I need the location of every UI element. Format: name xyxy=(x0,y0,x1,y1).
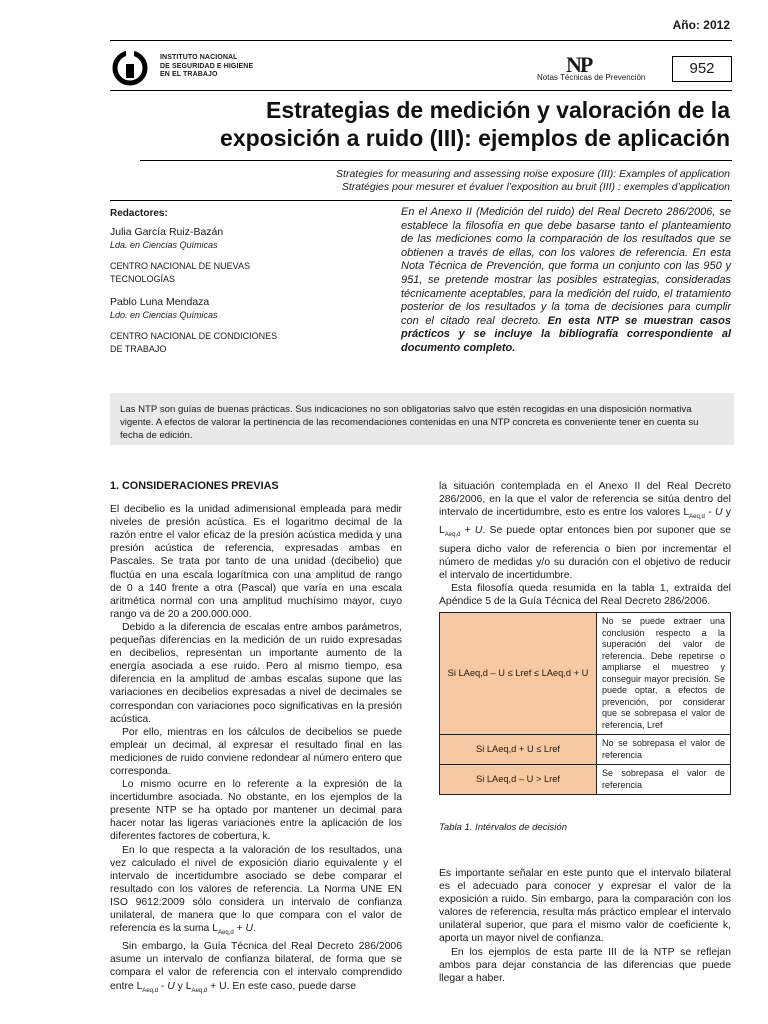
author-degree: Lda. en Ciencias Químicas xyxy=(110,240,218,250)
author-name: Julia García Ruiz-Bazán xyxy=(110,226,224,238)
paragraph: Esta filosofía queda resumida en la tabla 1, extraída del Apéndice 5 de la Guía Técnica del Real Decreto 286/2006. xyxy=(439,582,731,607)
table-row xyxy=(440,613,731,735)
author-name: Pablo Luna Mendaza xyxy=(110,296,210,308)
paragraph: Lo mismo ocurre en lo referente a la expresión de la incertidumbre asociada. No obstante, en los ejemplos de la presente NTP se ha optado por mantener un decimal para hacer notar las ligeras variaciones entre la aplicación de los diferentes factores de cobertura, k. xyxy=(110,779,402,843)
paragraph: Debido a la diferencia de escalas entre ambos parámetros, pequeñas diferencias en la medición de un ruido expresadas en decibelios, representan un importante aumento de la energía asociada a ese ruido. Pero al mismo tiempo, esa diferencia en la amplitud de ambas escalas supone que las variaciones en decibelios expresadas a nivel de decimales se correspondan con variaciones poco significativas en la presión acústica. xyxy=(110,621,402,725)
decision-table xyxy=(439,612,731,795)
table-condition: Si LAeq,d – U > Lref xyxy=(440,765,597,795)
table-result: No se puede extraer una conclusión respecto a la superación del valor de referencia. Debe repetirse o ampliarse el muestreo y conseguir mayor precisión. Se puede optar, a efectos de prevención, por considerar que se sobrepasa el valor de referencia, Lref xyxy=(597,613,731,735)
author-center: CENTRO NACIONAL DE CONDICIONES DE TRABAJO xyxy=(110,331,278,354)
paragraph: Es importante señalar en este punto que el intervalo bilateral es el adecuado para conocer y expresar el valor de la exposición a ruido. Sin embargo, para la comparación con los valores de referencia, resulta más práctico emplear el intervalo unilateral superior, que para el mismo valor de coeficiente k, aporta un mayor nivel de confianza. xyxy=(439,868,731,945)
subtitles: Strategies for measuring and assessing noise exposure (III): Examples of application Stratégies pour mesurer et évaluer l’exposition au bruit (III) : exemples d’application xyxy=(336,168,730,193)
right-column-lower xyxy=(439,867,731,985)
abstract: En el Anexo II (Medición del ruido) del Real Decreto 286/2006, se establece la filosofía en que debe basarse tanto el planteamiento de las mediciones como la comparación de los resultados que se obtienen a través de ellas, con los valores de referencia. En esta Nota Técnica de Prevención, que forma un conjunto con las 950 y 951, se pretende mostrar las posibles estrategias, consideradas técnicamente aceptables, para la medición del ruido, el tratamiento posterior de los resultados y la toma de decisiones para cumplir con el citado real decreto. En esta NTP se muestran casos prácticos y se incluye la bibliografía correspondiente al documento completo. xyxy=(401,206,732,354)
institute-name: INSTITUTO NACIONAL DE SEGURIDAD E HIGIENE EN EL TRABAJO xyxy=(160,54,254,78)
authors-block xyxy=(110,207,395,366)
paragraph: En lo que respecta a la valoración de los resultados, una vez calculado el nivel de exposición diario equivalente y el intervalo de incertidumbre asociado se debe comparar el resultado con los valores de referencia. La Norma UNE EN ISO 9612:2009 sólo considera un intervalo de confianza unilateral, de manera que lo que compara con el valor de referencia es la suma $L_{Aeq,d} + U$. xyxy=(110,844,402,937)
paragraph: Por ello, mientras en los cálculos de decibelios se puede emplear un decimal, al expresar el resultado final en las mediciones de ruido conviene redondear al número entero que corresponda. xyxy=(110,726,402,777)
ntp-subtitle: Notas Técnicas de Prevención xyxy=(537,73,646,82)
page-title: Estrategias de medición y valoración de la exposición a ruido (III): ejemplos de aplicación xyxy=(220,97,730,151)
table-result: No se sobrepasa el valor de referencia xyxy=(597,735,731,765)
ntp-logo: NP xyxy=(566,52,592,77)
authors-label: Redactores: xyxy=(110,208,168,219)
author-center: CENTRO NACIONAL DE NUEVAS TECNOLOGÍAS xyxy=(110,261,251,284)
table-caption: Tabla 1. Intérvalos de decisión xyxy=(439,822,567,833)
right-column xyxy=(439,480,731,608)
paragraph: El decibelio es la unidad adimensional empleada para medir niveles de presión acústica. Es el logaritmo decimal de la razón entre el valor eficaz de la presión acústica medida y una presión acústica de referencia, expresadas ambas en Pascales. Se trata por tanto de una unidad (decibelio) que fluctúa en una escala logarítmica con una amplitud de rango de 0 a 140 frente a otra (Pascal) que varía en una escala aritmética normal con una amplitud muchísimo mayor, cuyo rango va de 20 a 200.000.000. xyxy=(110,504,402,620)
authors-rule xyxy=(110,200,732,201)
section-heading: 1. CONSIDERACIONES PREVIAS xyxy=(110,480,279,492)
table-row xyxy=(440,735,731,765)
ntp-number: 952 xyxy=(672,56,732,82)
table-condition: Si LAeq,d + U ≤ Lref xyxy=(440,735,597,765)
header-rule xyxy=(110,40,732,41)
paragraph: En los ejemplos de esta parte III de la NTP se reflejan ambos para dejar constancia de las diferencias que puede llegar a haber. xyxy=(439,946,731,984)
paragraph: Sin embargo, la Guía Técnica del Real Decreto 286/2006 asume un intervalo de confianza bilateral, de forma que se compara el valor de referencia con el intervalo comprendido entre $L_{Aeq,d}$ - U y $L_{Aeq,d} + U$. En este caso, puede darse xyxy=(110,941,402,994)
insht-logo-icon xyxy=(112,50,156,86)
paragraph: la situación contemplada en el Anexo II del Real Decreto 286/2006, en la que el valor de referencia se sitúa dentro del intervalo de incertidumbre, esto es entre los valores $L_{Aeq,d}$ - U y $L_{Aeq,d} + U$. Se puede optar entonces bien por suponer que se supera dicho valor de referencia o bien por incrementar el número de medidas y/o su duración con el objetivo de reducir el intervalo de incertidumbre. xyxy=(439,481,731,581)
table-result: Se sobrepasa el valor de referencia xyxy=(597,765,731,795)
left-column xyxy=(110,480,402,998)
title-rule xyxy=(110,90,732,91)
notice-text: Las NTP son guías de buenas prácticas. Sus indicaciones no son obligatorias salvo que estén recogidas en una disposición normativa vigente. A efectos de valorar la pertinencia de las recomendaciones contenidas en una NTP concreta es conveniente tener en cuenta su fecha de edición. xyxy=(120,404,699,441)
table-row xyxy=(440,765,731,795)
year-label: Año: 2012 xyxy=(672,18,730,32)
table-condition: Si LAeq,d – U ≤ Lref ≤ LAeq,d + U xyxy=(440,613,597,735)
author-degree: Ldo. en Ciencias Químicas xyxy=(110,310,218,320)
subtitle-rule xyxy=(140,160,732,161)
